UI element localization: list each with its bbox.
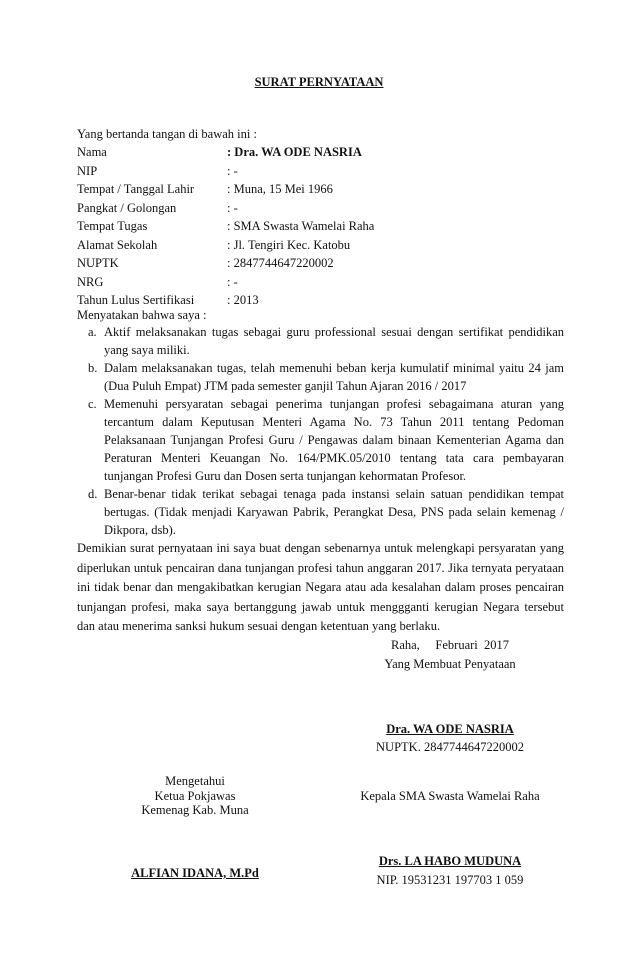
identity-value: : Muna, 15 Mei 1966 bbox=[227, 182, 333, 196]
identity-label: NRG bbox=[77, 274, 104, 289]
acknowledgement-name: ALFIAN IDANA, M.Pd bbox=[131, 866, 259, 880]
identity-row-nuptk bbox=[77, 254, 374, 273]
statement-text: Aktif melaksanakan tugas sebagai guru professional sesuai dengan sertifikat pendidikan yang saya miliki. bbox=[104, 325, 564, 357]
identity-value: : 2847744647220002 bbox=[227, 256, 334, 270]
intro-text: Yang bertanda tangan di bawah ini : bbox=[77, 127, 257, 141]
statement-intro: Menyatakan bahwa saya : bbox=[77, 308, 207, 322]
identity-label: Nama bbox=[77, 145, 107, 159]
identity-row-birth bbox=[77, 180, 374, 199]
identity-label: Alamat Sekolah bbox=[77, 237, 158, 252]
statement-list bbox=[77, 323, 564, 539]
identity-value: : - bbox=[227, 200, 238, 215]
identity-label: NUPTK bbox=[77, 256, 119, 270]
identity-table bbox=[77, 143, 374, 310]
list-marker: d. bbox=[88, 487, 98, 501]
maker-label: Yang Membuat Penyataan bbox=[384, 657, 516, 671]
identity-row-address bbox=[77, 236, 374, 255]
identity-value: : SMA Swasta Wamelai Raha bbox=[227, 219, 375, 233]
document-title: SURAT PERNYATAAN bbox=[254, 75, 384, 89]
identity-label: Tempat Tugas bbox=[77, 219, 148, 233]
acknowledgement-label: Mengetahui bbox=[165, 774, 225, 788]
list-marker: c. bbox=[88, 397, 97, 411]
list-marker: a. bbox=[88, 325, 97, 339]
principal-name: Drs. LA HABO MUDUNA bbox=[378, 854, 522, 868]
identity-value: : Jl. Tengiri Kec. Katobu bbox=[227, 237, 351, 252]
closing-paragraph: Demikian surat pernyataan ini saya buat dengan sebenarnya untuk melengkapi persyaratan yang diperlukan untuk pencairan dana tunjangan profesi tahun anggaran 2017. Jika ternyata peryataan ini tidak benar dan mengakibatkan kerugian Negara atau ada kesalahan dalam proses pencairan tunjangan profesi, maka saya bertanggung jawab untuk menggganti kerugian Negara tersebut dan atau menerima sanksi hukum sesuai dengan ketentuan yang berlaku. bbox=[77, 541, 564, 633]
statement-text: Memenuhi persyaratan sebagai penerima tunjangan profesi sebagaimana aturan yang tercantum dalam Keputusan Menteri Agama No. 73 Tahun 2011 tentang Pedoman Pelaksanaan Tunjangan Profesi Guru / Pengawas dalam binaan Kementerian Agama dan Peraturan Menteri Keuangan No. 164/PMK.05/2010 tentang tata cara pembayaran tunjangan Profesi Guru dan Dosen serta tunjangan kehormatan Profesor. bbox=[104, 397, 564, 483]
acknowledgement-role: Ketua Pokjawas bbox=[154, 789, 236, 803]
identity-label: Tempat / Tanggal Lahir bbox=[77, 182, 195, 196]
statement-text: Benar-benar tidak terikat sebagai tenaga pada instansi selain satuan pendidikan tempat bertugas. (Tidak menjadi Karyawan Pabrik, Perangkat Desa, PNS pada selain kemenag / Dikpora, dsb). bbox=[104, 487, 564, 537]
statement-item-a bbox=[77, 323, 564, 359]
identity-row-nip bbox=[77, 162, 374, 181]
principal-nip: NIP. 19531231 197703 1 059 bbox=[376, 873, 524, 887]
statement-item-b bbox=[77, 359, 564, 395]
statement-item-c bbox=[77, 395, 564, 485]
list-marker: b. bbox=[88, 361, 98, 375]
maker-name: Dra. WA ODE NASRIA bbox=[386, 722, 514, 736]
identity-row-workplace bbox=[77, 217, 374, 236]
place-date: Raha, Februari 2017 bbox=[390, 638, 510, 652]
statement-item-d bbox=[77, 485, 564, 539]
identity-label: Pangkat / Golongan bbox=[77, 200, 177, 215]
identity-value: : - bbox=[227, 163, 238, 178]
identity-value: : - bbox=[227, 274, 238, 289]
identity-value: : Dra. WA ODE NASRIA bbox=[227, 145, 362, 159]
identity-row-rank bbox=[77, 199, 374, 218]
principal-role: Kepala SMA Swasta Wamelai Raha bbox=[360, 789, 540, 803]
identity-row-nrg bbox=[77, 273, 374, 292]
identity-label: NIP bbox=[77, 163, 98, 178]
statement-text: Dalam melaksanakan tugas, telah memenuhi beban kerja kumulatif minimal yaitu 24 jam (Dua Puluh Empat) JTM pada semester ganjil Tahun Ajaran 2016 / 2017 bbox=[104, 361, 564, 393]
identity-label: Tahun Lulus Sertifikasi bbox=[77, 293, 195, 307]
identity-row-name bbox=[77, 143, 374, 162]
maker-nuptk: NUPTK. 2847744647220002 bbox=[376, 740, 524, 754]
identity-value: : 2013 bbox=[227, 293, 259, 307]
acknowledgement-office: Kemenag Kab. Muna bbox=[141, 803, 249, 817]
